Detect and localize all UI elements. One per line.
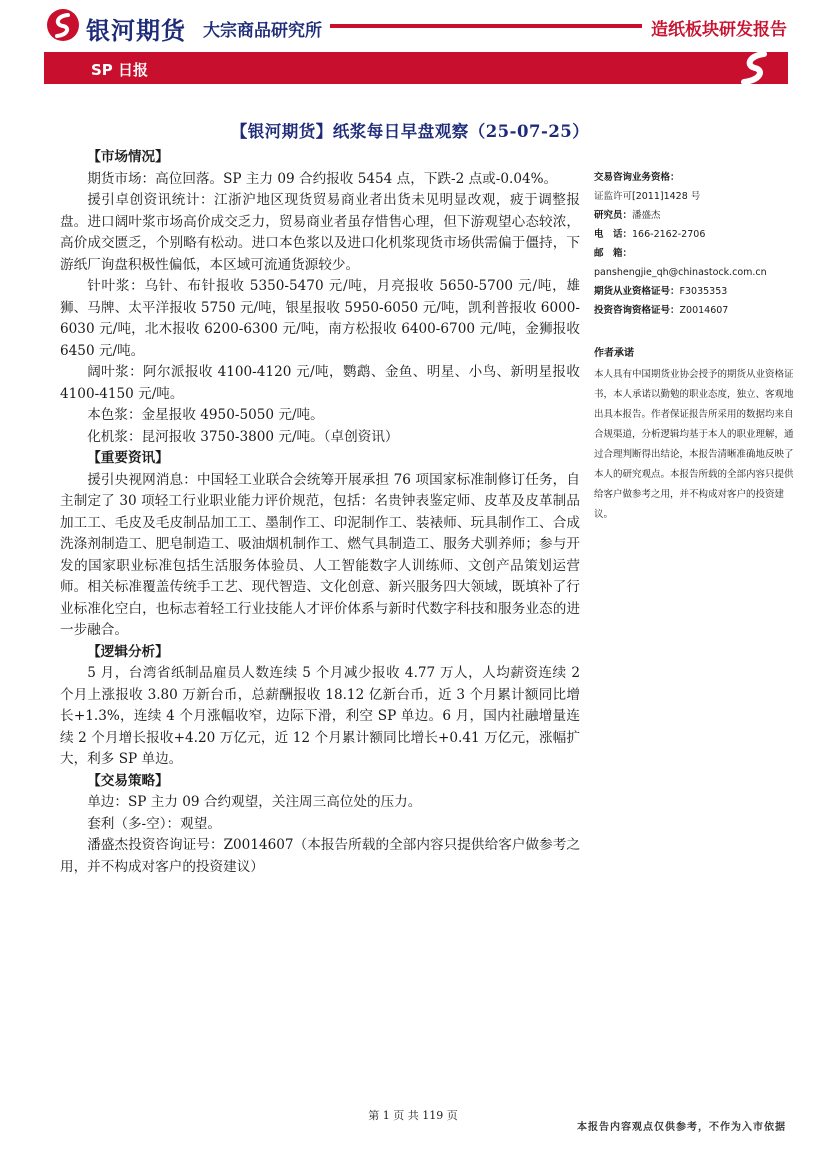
company-name: 银河期货: [86, 17, 186, 45]
logic-heading: 【逻辑分析】: [87, 643, 169, 660]
phone-label: 电 话：: [594, 229, 633, 240]
futures-cert-label: 期货从业资格证号：: [594, 286, 680, 297]
market-heading: 【市场情况】: [87, 149, 169, 165]
swoosh-icon: [734, 48, 774, 88]
phone-number: 166-2162-2706: [632, 229, 706, 240]
softwood-paragraph: 针叶浆：乌针、布针报收 5350-5470 元/吨，月亮报收 5650-5700 元/吨，雄狮、马牌、太平洋报收 5750 元/吨，银星报收 5950-6050 元/吨，凯利普报收 6000-6030 元/吨，北木报收 6200-6300 元/吨，南方松报收 6400-6700 元/吨，金狮报收 6450 元/吨。: [60, 278, 580, 359]
institute-name: 大宗商品研究所: [203, 21, 322, 41]
report-banner: [44, 52, 788, 84]
main-content: [60, 147, 580, 878]
chemimech-paragraph: 化机浆：昆河报收 3750-3800 元/吨。（卓创资讯）: [87, 428, 399, 445]
arbitrage-strategy: 套利（多-空）：观望。: [87, 815, 221, 832]
commitment-statement: 本人具有中国期货业协会授予的期货从业资格证书，本人承诺以勤勉的职业态度，独立、客观地出具本报告。作者保证报告所采用的数据均来自合规渠道，分析逻辑均基于本人的职业理解，通过合理判断得出结论，本报告清晰准确地反映了本人的研究观点。本报告所载的全部内容只提供给客户做参考之用，并不构成对客户的投资建议。: [594, 369, 794, 520]
footer-disclaimer: 本报告内容观点仅供参考，不作为入市依据: [577, 1122, 786, 1133]
spot-market-paragraph: 援引卓创资讯统计：江浙沪地区现货贸易商业者出货未见明显改观，疲于调整报盘。进口阔叶浆市场高价成交乏力，贸易商业者虽存惜售心理，但下游观望心态较浓，高价成交匮乏，个别略有松动。进口本色浆以及进口化机浆现货市场供需偏于僵持，下游纸厂询盘积极性偏低，本区域可流通货源较少。: [60, 192, 580, 273]
license-number: 证监许可[2011]1428 号: [594, 191, 701, 202]
unbleached-paragraph: 本色浆：金星报收 4950-5050 元/吨。: [87, 407, 324, 423]
news-heading: 【重要资讯】: [87, 450, 169, 466]
email-label: 邮 箱：: [594, 248, 633, 259]
commitment-heading: 作者承诺: [594, 348, 634, 359]
futures-market-paragraph: 期货市场：高位回落。SP 主力 09 合约报收 5454 点，下跌-2 点或-0.04%。: [87, 170, 558, 187]
email-address[interactable]: panshengjie_qh@chinastock.com.cn: [594, 267, 767, 278]
banner-label: SP 日报: [91, 61, 149, 79]
galaxy-logo-icon: [46, 8, 80, 42]
header-divider: [330, 24, 642, 28]
single-strategy: 单边：SP 主力 09 合约观望，关注周三高位处的压力。: [87, 794, 422, 810]
logic-paragraph: 5 月，台湾省纸制品雇员人数连续 5 个月减少报收 4.77 万人，人均薪资连续 2 个月上涨报收 3.80 万新台币，总薪酬报收 18.12 亿新台币，近 3 个月累计额同比增长+1.3%，连续 4 个月涨幅收窄，边际下滑，利空 SP 单边。6 月，国内社融增量连续 2 个月增长报收+4.20 万亿元，近 12 个月累计额同比增长+0.41 万亿元，涨幅扩大，利多 SP 单边。: [60, 665, 580, 767]
strategy-heading: 【交易策略】: [87, 772, 169, 789]
advisory-cert-label: 投资咨询资格证号：: [594, 305, 680, 316]
news-paragraph: 援引央视网消息：中国轻工业联合会统筹开展承担 76 项国家标准制修订任务，自主制定了 30 项轻工行业职业能力评价规范，包括：名贵钟表鉴定师、皮革及皮革制品加工工、毛皮及毛皮制品加工工、墨制作工、印泥制作工、装裱师、玩具制作工、合成洗涤剂制造工、肥皂制造工、吸油烟机制作工、燃气具制造工、服务犬驯养师；参与开发的国家职业标准包括生活服务体验员、人工智能数字人训练师、文创产品策划运营师。相关标准覆盖传统手工艺、现代智造、文化创意、新兴服务四大领域，既填补了行业标准化空白，也标志着轻工行业技能人才评价体系与新时代数字科技和服务业态的进一步融合。: [60, 471, 580, 638]
author-sidebar: [594, 168, 794, 525]
researcher-label: 研究员：: [594, 210, 633, 221]
qualification-label: 交易咨询业务资格：: [594, 172, 680, 183]
disclaimer-paragraph: 潘盛杰投资咨询证号：Z0014607（本报告所载的全部内容只提供给客户做参考之用，并不构成对客户的投资建议）: [60, 837, 580, 875]
report-title: 【银河期货】纸浆每日早盘观察（25-07-25）: [230, 122, 590, 141]
researcher-name: 潘盛杰: [632, 210, 661, 221]
futures-cert-number: F3035353: [679, 286, 728, 297]
advisory-cert-number: Z0014607: [679, 305, 729, 316]
report-type: 造纸板块研发报告: [651, 20, 787, 40]
report-header: [0, 0, 826, 50]
page-number: 第 1 页 共 119 页: [368, 1109, 458, 1122]
hardwood-paragraph: 阔叶浆：阿尔派报收 4100-4120 元/吨，鹦鹉、金鱼、明星、小鸟、新明星报收 4100-4150 元/吨。: [60, 364, 580, 402]
